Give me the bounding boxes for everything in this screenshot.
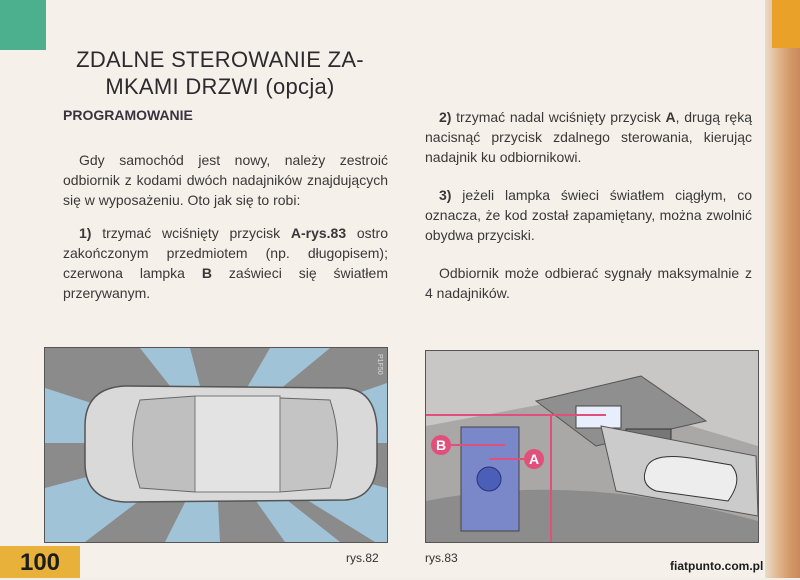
- page-title: [70, 46, 370, 100]
- book-spine-edge: [765, 0, 800, 578]
- step-1-text-c: zaświeci się światłem przerywanym.: [63, 265, 388, 301]
- step-1-paragraph: [63, 223, 388, 303]
- figure-receiver-detail: [425, 350, 759, 543]
- step-2-text-b: , drugą ręką nacisnąć przycisk zdalnego sterowania, kierując nadajnik ku odbiornikowi.: [425, 109, 752, 165]
- step-1-figure-ref: A-rys.83: [290, 225, 347, 241]
- callout-a-label: A: [528, 451, 540, 467]
- step-3-text: jeżeli lampka świeci światłem ciągłym, co oznacza, że kod został zapamiętany, można zwolnić obydwa przyciski.: [425, 187, 752, 243]
- step-1-number: 1): [79, 225, 92, 241]
- figure-code: P1F50: [376, 354, 383, 375]
- step-2-text-a: trzymać nadal wciśnięty przycisk: [451, 109, 666, 125]
- page-number: 100: [0, 546, 80, 578]
- figure-car-top-view: [44, 347, 388, 543]
- callout-b-label: B: [435, 437, 447, 453]
- section-heading: PROGRAMOWANIE: [63, 107, 193, 123]
- spine-color-tab: [772, 0, 800, 48]
- step-1-lamp-ref: B: [201, 265, 212, 281]
- title-line-2: MKAMI DRZWI (opcja): [105, 74, 335, 99]
- corner-color-tab: [0, 0, 46, 50]
- car-body: [85, 386, 377, 502]
- program-button: [477, 467, 501, 491]
- receiver-illustration: [426, 351, 758, 542]
- note-paragraph: Odbiornik może odbierać sygnały maksymalnie z 4 nadajników.: [425, 265, 752, 301]
- step-3-paragraph: [425, 185, 752, 245]
- step-2-paragraph: [425, 107, 752, 167]
- step-1-text-b: ostro zakończonym przedmiotem (np. długopisem); czerwona lampka: [63, 225, 388, 281]
- step-2-number: 2): [439, 109, 452, 125]
- step-2-button-ref: A: [665, 109, 676, 125]
- step-3-number: 3): [439, 187, 452, 203]
- step-1-text-a: trzymać wciśnięty przycisk: [91, 225, 291, 241]
- title-line-1: ZDALNE STEROWANIE ZA-: [76, 47, 364, 72]
- figure-82-caption: rys.82: [346, 551, 379, 565]
- source-watermark: fiatpunto.com.pl: [670, 559, 764, 573]
- figure-83-caption: rys.83: [425, 551, 458, 565]
- intro-paragraph: Gdy samochód jest nowy, należy zestroić odbiornik z kodami dwóch nadajników znajdujących się w wyposażeniu. Oto jak się to robi:: [63, 152, 388, 208]
- car-illustration: [45, 348, 387, 542]
